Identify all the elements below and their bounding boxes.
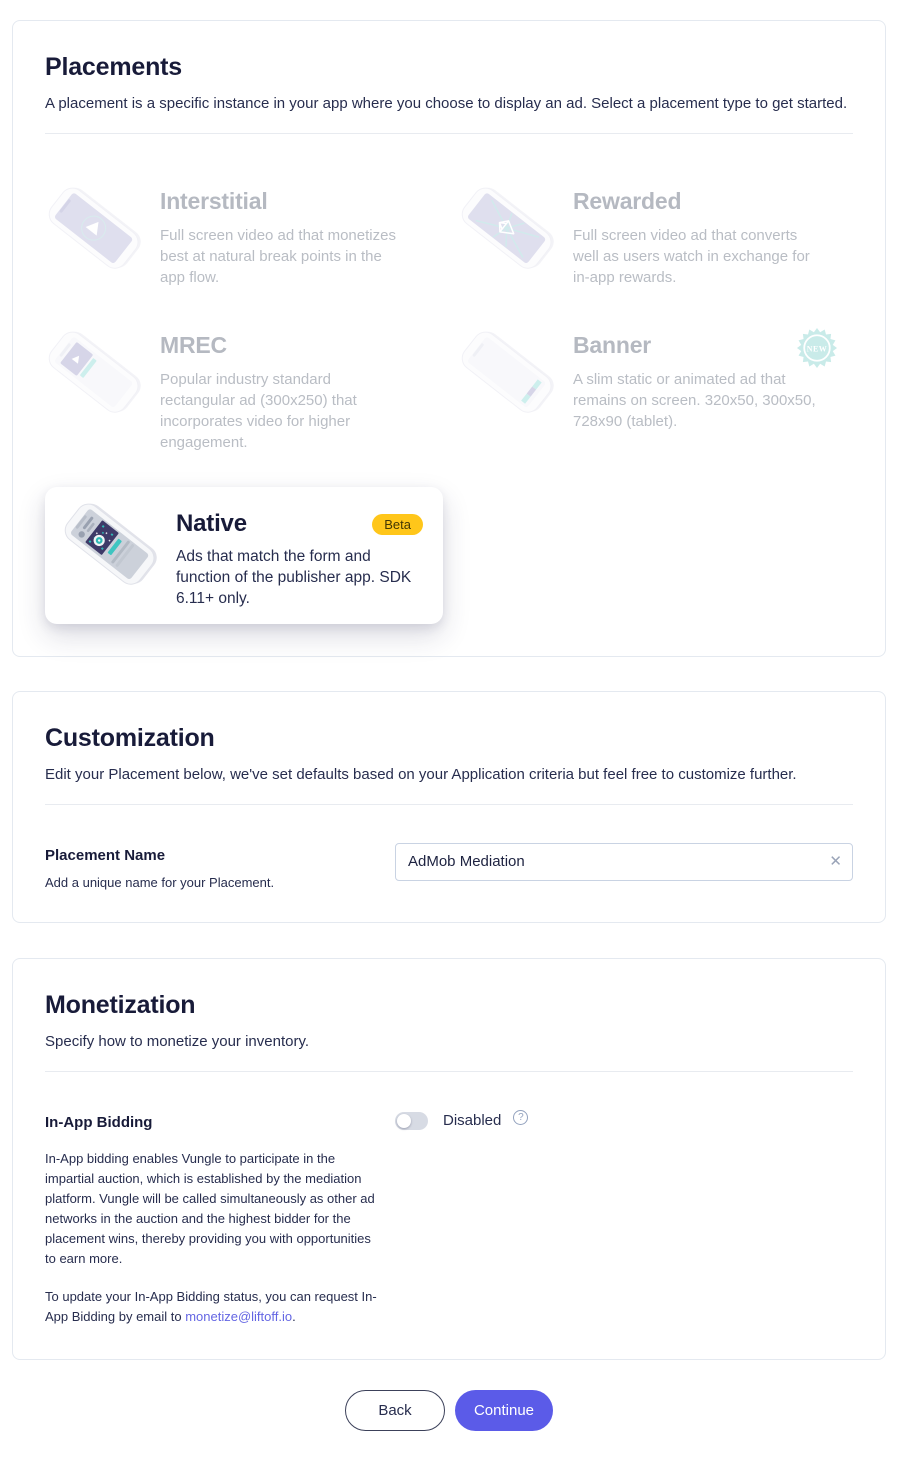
placements-title: Placements	[45, 53, 182, 81]
in-app-bidding-request-note: To update your In-App Bidding status, you can request In-App Bidding by email to monetize@liftoff.io.	[45, 1288, 377, 1324]
placement-type-description: Ads that match the form and function of the publisher app. SDK 6.11+ only.	[176, 548, 412, 607]
mrec-phone-icon	[45, 322, 145, 422]
in-app-bidding-status: Disabled	[443, 1112, 502, 1130]
help-icon[interactable]: ?	[513, 1110, 528, 1125]
monetization-card	[12, 958, 886, 1360]
customization-subtitle: Edit your Placement below, we've set defaults based on your Application criteria but feel free to customize further.	[45, 765, 797, 783]
placement-type-grid	[45, 178, 853, 624]
placement-type-description: Full screen video ad that monetizes best at natural break points in the app flow.	[160, 227, 396, 286]
interstitial-phone-icon	[45, 178, 145, 278]
placement-name-help: Add a unique name for your Placement.	[45, 874, 275, 890]
placement-type-name: MREC	[160, 332, 227, 358]
native-phone-icon	[61, 494, 161, 594]
customization-title: Customization	[45, 723, 215, 752]
placement-type-banner[interactable]	[458, 322, 853, 453]
placement-name-input[interactable]	[395, 843, 853, 881]
monetize-email-link[interactable]: monetize@liftoff.io	[185, 1308, 293, 1324]
placement-name-label: Placement Name	[45, 846, 166, 864]
placement-type-interstitial[interactable]	[45, 178, 458, 288]
divider	[45, 1071, 853, 1072]
placement-type-name: Native	[176, 510, 247, 537]
placement-type-description: Popular industry standard rectangular ad (300x250) that incorporates video for higher engagement.	[160, 371, 357, 451]
placement-type-description: Full screen video ad that converts well as users watch in exchange for in-app rewards.	[573, 227, 810, 286]
divider	[45, 804, 853, 805]
placement-type-name: Banner	[573, 332, 652, 358]
customization-card	[12, 691, 886, 923]
placement-type-mrec[interactable]	[45, 322, 458, 453]
svg-text:NEW: NEW	[806, 344, 828, 354]
clear-input-icon[interactable]: ✕	[829, 851, 842, 873]
placements-card	[12, 20, 886, 657]
new-badge	[797, 328, 837, 368]
in-app-bidding-row	[45, 1110, 853, 1327]
banner-phone-icon	[458, 322, 558, 422]
rewarded-phone-icon	[458, 178, 558, 278]
continue-button[interactable]: Continue	[455, 1390, 553, 1431]
placement-type-name: Rewarded	[573, 188, 682, 214]
placement-type-description: A slim static or animated ad that remains on screen. 320x50, 300x50, 728x90 (tablet).	[573, 371, 816, 430]
back-button[interactable]: Back	[345, 1390, 445, 1431]
monetization-title: Monetization	[45, 990, 196, 1019]
beta-badge: Beta	[372, 514, 423, 535]
divider	[45, 133, 853, 134]
placement-type-rewarded[interactable]	[458, 178, 853, 288]
placement-type-native[interactable]	[45, 487, 443, 624]
in-app-bidding-description: In-App bidding enables Vungle to participate in the impartial auction, which is established by the mediation platform. Vungle will be called simultaneously as other ad networks in the auction and the highest bidder for the placement wins, thereby providing you with opportunities to earn more.	[45, 1150, 375, 1267]
placement-name-row	[45, 843, 853, 890]
placement-type-name: Interstitial	[160, 188, 268, 214]
in-app-bidding-toggle[interactable]	[395, 1112, 428, 1130]
monetization-subtitle: Specify how to monetize your inventory.	[45, 1032, 310, 1050]
toggle-knob	[397, 1114, 411, 1128]
placements-subtitle: A placement is a specific instance in your app where you choose to display an ad. Select a placement type to get started.	[45, 95, 848, 112]
in-app-bidding-label: In-App Bidding	[45, 1113, 153, 1131]
footer-actions	[12, 1390, 886, 1431]
